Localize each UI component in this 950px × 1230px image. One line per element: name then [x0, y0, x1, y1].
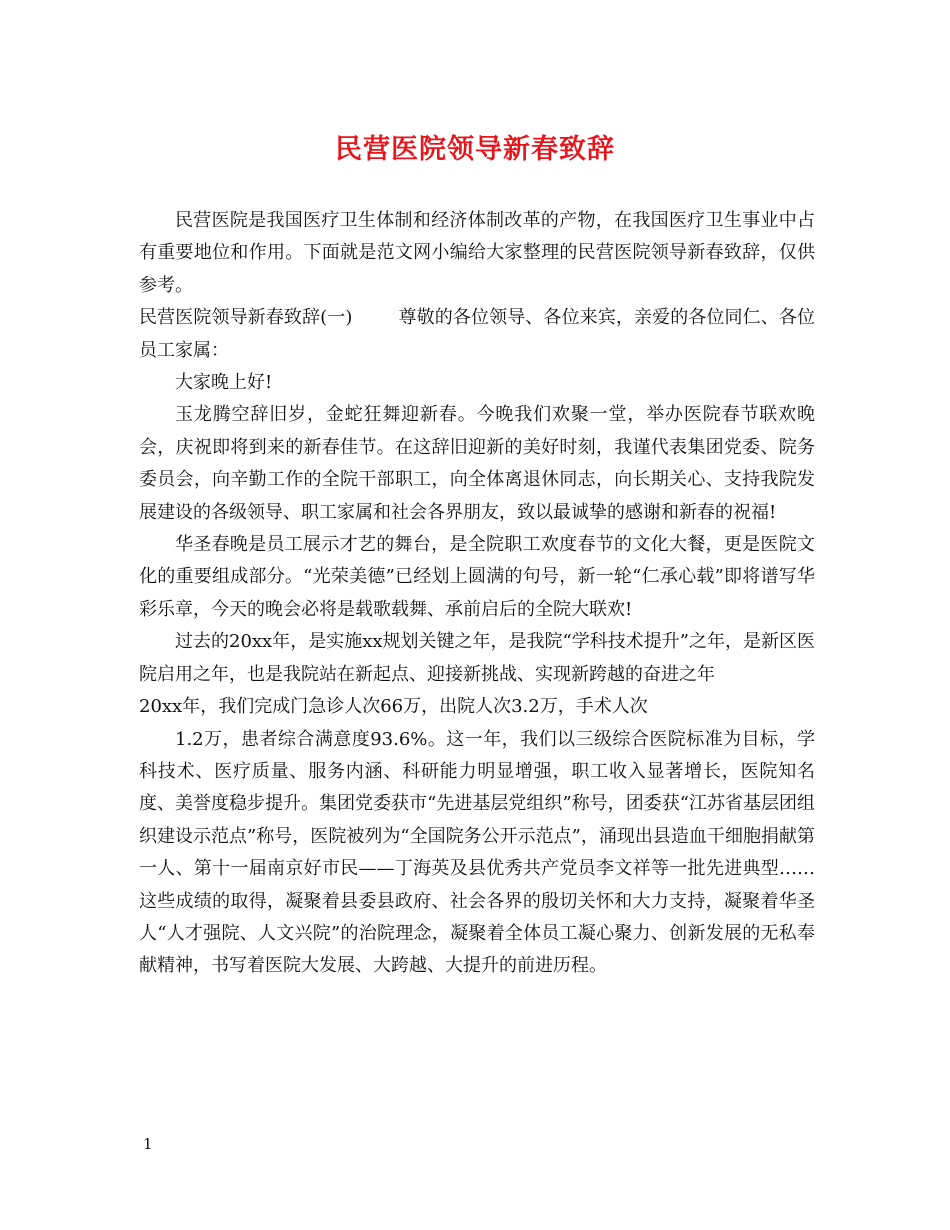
body-paragraph-3: 过去的20xx年，是实施xx规划关键之年，是我院“学科技术提升”之年，是新区医院启用之年，也是我院站在新起点、迎接新挑战、实现新跨越的奋进之年 — [139, 631, 815, 685]
body-paragraph-2: 华圣春晚是员工展示才艺的舞台，是全院职工欢度春节的文化大餐，更是医院文化的重要组成部分。“光荣美德”已经划上圆满的句号，新一轮“仁承心载”即将谱写华彩乐章，今天的晚会必将是载歌载舞、承前启后的全院大联欢! — [139, 534, 815, 620]
body-paragraph-1: 玉龙腾空辞旧岁，金蛇狂舞迎新春。今晚我们欢聚一堂，举办医院春节联欢晚会，庆祝即将到来的新春佳节。在这辞旧迎新的美好时刻，我谨代表集团党委、院务委员会，向辛勤工作的全院干部职工，向全体离退休同志，向长期关心、支持我院发展建设的各级领导、职工家属和社会各界朋友，致以最诚挚的感谢和新春的祝福! — [139, 404, 815, 523]
intro-paragraph: 民营医院是我国医疗卫生体制和经济体制改革的产物，在我国医疗卫生事业中占有重要地位和作用。下面就是范文网小编给大家整理的民营医院领导新春致辞，仅供参考。 — [139, 210, 815, 296]
greeting-paragraph: 大家晚上好! — [175, 372, 273, 394]
salutation: 尊敬的各位领导、各位来宾，亲爱的各位同仁、各位员工家属： — [139, 307, 816, 361]
body-paragraph-4: 20xx年，我们完成门急诊人次66万，出院人次3.2万，手术人次 — [139, 696, 648, 718]
document-title: 民营医院领导新春致辞 — [335, 134, 615, 165]
section-heading-line — [139, 302, 815, 367]
page-number: 1 — [143, 1135, 153, 1153]
section-heading: 民营医院领导新春致辞(一) — [139, 307, 353, 329]
body-paragraph-5: 1.2万，患者综合满意度93.6%。这一年，我们以三级综合医院标准为目标，学科技术、医疗质量、服务内涵、科研能力明显增强，职工收入显著增长，医院知名度、美誉度稳步提升。集团党委获市“先进基层党组织”称号，团委获“江苏省基层团组织建设示范点”称号，医院被列为“全国院务公开示范点”，涌现出县造血干细胞捐献第一人、第十一届南京好市民——丁海英及县优秀共产党员李文祥等一批先进典型……这些成绩的取得，凝聚着县委县政府、社会各界的殷切关怀和大力支持，凝聚着华圣人“人才强院、人文兴院”的治院理念，凝聚着全体员工凝心聚力、创新发展的无私奉献精神，书写着医院大发展、大跨越、大提升的前进历程。 — [139, 728, 815, 977]
document-body — [139, 205, 815, 983]
